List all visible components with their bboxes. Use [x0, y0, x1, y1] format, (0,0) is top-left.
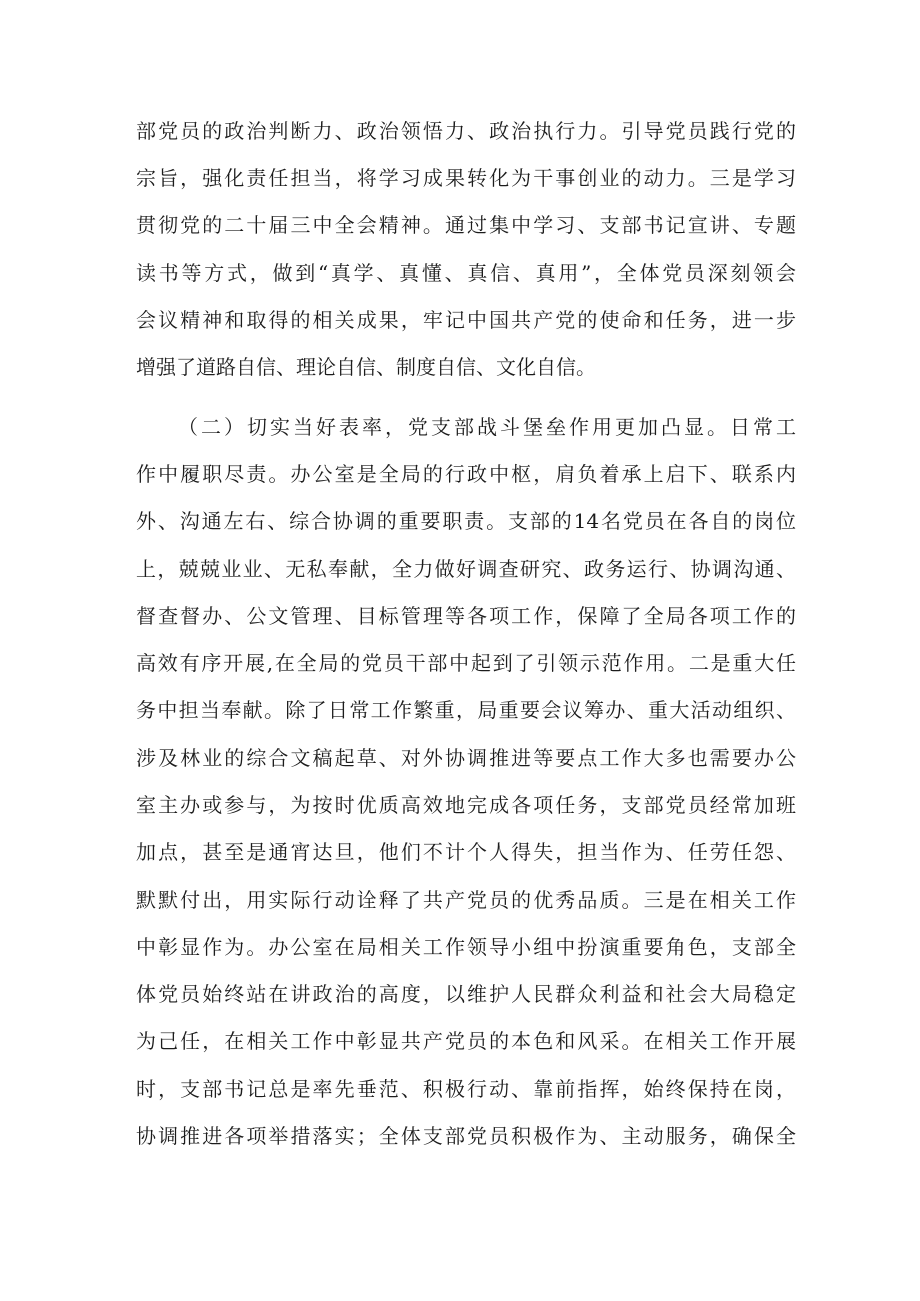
paragraph-2-line-13: 体党员始终站在讲政治的高度，以维护人民群众利益和社会大局稳定 [136, 982, 796, 1006]
paragraph-1-line-3: 贯彻党的二十届三中全会精神。通过集中学习、支部书记宣讲、专题 [136, 213, 796, 237]
paragraph-2-line-7: 务中担当奉献。除了日常工作繁重，局重要会议筹办、重大活动组织、 [136, 698, 796, 722]
paragraph-2-line-15: 时，支部书记总是率先垂范、积极行动、靠前指挥，始终保持在岗， [136, 1077, 796, 1101]
paragraph-2-line-14: 为己任，在相关工作中彰显共产党员的本色和风采。在相关工作开展 [136, 1029, 796, 1053]
paragraph-1-line-4: 读书等方式，做到“真学、真懂、真信、真用”，全体党员深刻领会 [136, 261, 796, 285]
paragraph-1-line-2: 宗旨，强化责任担当，将学习成果转化为干事创业的动力。三是学习 [136, 166, 796, 190]
paragraph-2-line-10: 加点，甚至是通宵达旦，他们不计个人得失，担当作为、任劳任怨、 [136, 840, 796, 864]
paragraph-1-line-6: 增强了道路自信、理论自信、制度自信、文化自信。 [136, 355, 596, 379]
paragraph-2-line-4: 上，兢兢业业、无私奉献，全力做好调查研究、政务运行、协调沟通、 [136, 557, 796, 581]
paragraph-2-line-11: 默默付出，用实际行动诠释了共产党员的优秀品质。三是在相关工作 [136, 888, 796, 912]
paragraph-2-line-16: 协调推进各项举措落实；全体支部党员积极作为、主动服务，确保全 [136, 1124, 796, 1148]
paragraph-2-line-12: 中彰显作为。办公室在局相关工作领导小组中扮演重要角色，支部全 [136, 935, 796, 959]
paragraph-2-line-9: 室主办或参与，为按时优质高效地完成各项任务，支部党员经常加班 [136, 793, 796, 817]
paragraph-2-line-8: 涉及林业的综合文稿起草、对外协调推进等要点工作大多也需要办公 [136, 746, 796, 770]
paragraph-2-line-5: 督查督办、公文管理、目标管理等各项工作，保障了全局各项工作的 [136, 604, 796, 628]
paragraph-2-line-3: 外、沟通左右、综合协调的重要职责。支部的14名党员在各自的岗位 [136, 509, 796, 533]
paragraph-1-line-1: 部党员的政治判断力、政治领悟力、政治执行力。引导党员践行党的 [136, 119, 796, 143]
paragraph-1-line-5: 会议精神和取得的相关成果，牢记中国共产党的使命和任务，进一步 [136, 308, 796, 332]
paragraph-2-line-1: （二）切实当好表率，党支部战斗堡垒作用更加凸显。日常工 [178, 415, 796, 439]
paragraph-2-line-6: 高效有序开展,在全局的党员干部中起到了引领示范作用。二是重大任 [136, 651, 796, 675]
paragraph-2-line-2: 作中履职尽责。办公室是全局的行政中枢，肩负着承上启下、联系内 [136, 462, 796, 486]
